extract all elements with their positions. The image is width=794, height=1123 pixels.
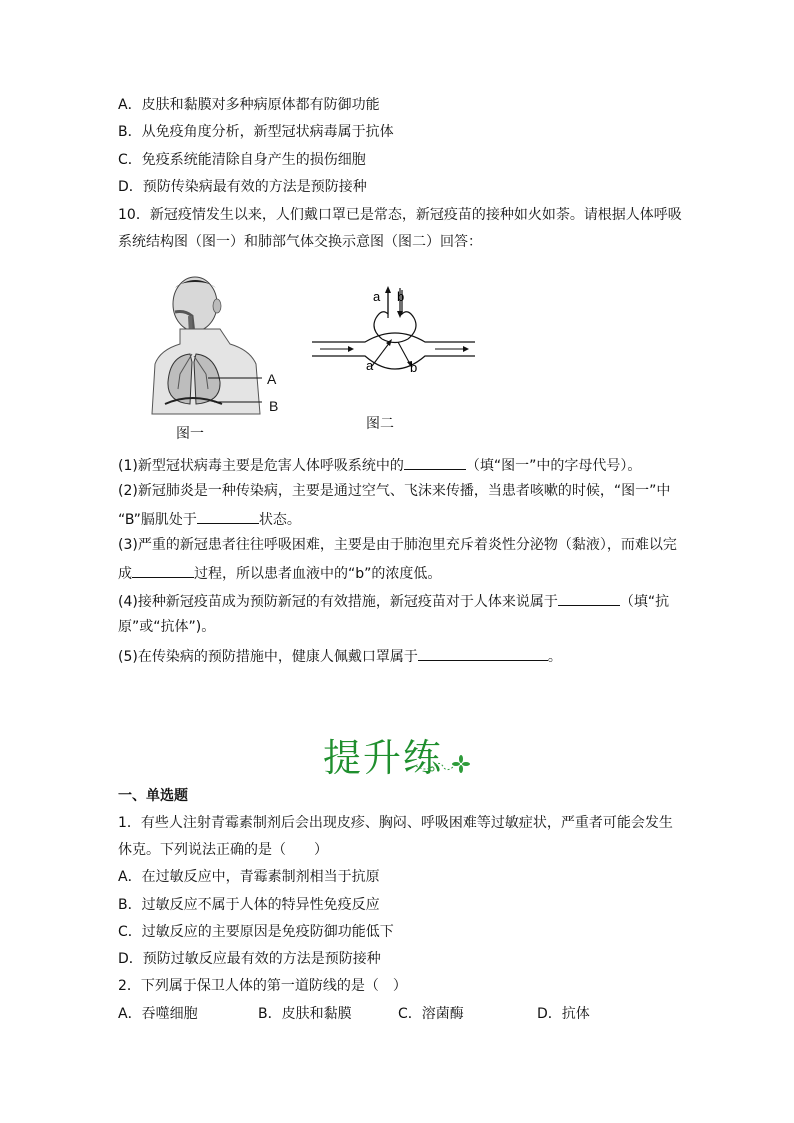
q1-option-a[interactable]: A．在过敏反应中，青霉素制剂相当于抗原 <box>118 869 380 885</box>
fig2-label-bottom-b: b <box>410 360 418 375</box>
fig2-caption: 图二 <box>366 416 394 432</box>
q2-stem: 2．下列属于保卫人体的第一道防线的是（ ） <box>118 978 407 994</box>
fig1-label-a: A <box>267 371 277 387</box>
q1-stem-line1: 1．有些人注射青霉素制剂后会出现皮疹、胸闷、呼吸困难等过敏症状，严重者可能会发生 <box>118 815 673 831</box>
q10-sub4-line2: 原”或“抗体”)。 <box>118 619 216 635</box>
q10-sub4-line1 <box>118 591 669 611</box>
section-heading: 一、单选题 <box>118 788 188 804</box>
q9-option-b: B．从免疫角度分析，新型冠状病毒属于抗体 <box>118 124 394 140</box>
q10-sub4-text: (4)接种新冠疫苗成为预防新冠的有效措施，新冠疫苗对于人体来说属于 <box>118 594 558 610</box>
q10-sub3-text: 成 <box>118 566 132 582</box>
q10-sub1-text: (1)新型冠状病毒主要是危害人体呼吸系统中的 <box>118 458 404 474</box>
q10-sub2-text: “B”膈肌处于 <box>118 512 197 528</box>
figure-gas-exchange <box>310 284 480 384</box>
q10-sub3-line2 <box>118 563 441 583</box>
q9-option-d: D．预防传染病最有效的方法是预防接种 <box>118 179 367 195</box>
q1-option-b[interactable]: B．过敏反应不属于人体的特异性免疫反应 <box>118 897 380 913</box>
q10-sub1-blank[interactable] <box>404 455 466 470</box>
q2-option-a[interactable]: A．吞噬细胞 <box>118 1006 198 1022</box>
q10-sub5 <box>118 646 562 666</box>
q10-sub5-blank[interactable] <box>418 646 548 661</box>
q9-option-c: C．免疫系统能清除自身产生的损伤细胞 <box>118 152 366 168</box>
q2-option-b[interactable]: B．皮肤和黏膜 <box>258 1006 352 1022</box>
q10-sub1-suffix: （填“图一”中的字母代号）。 <box>465 458 642 474</box>
section-title: 提升练 <box>323 736 444 780</box>
fig2-label-top-a: a <box>373 289 381 304</box>
q2-option-c[interactable]: C．溶菌酶 <box>398 1006 464 1022</box>
q10-stem-line1: 10．新冠疫情发生以来，人们戴口罩已是常态，新冠疫苗的接种如火如荼。请根据人体呼吸 <box>118 207 682 223</box>
q10-sub4-blank[interactable] <box>558 591 620 606</box>
fig2-label-top-b: b <box>397 289 405 304</box>
q10-sub2-suffix: 状态。 <box>258 512 301 528</box>
figure-respiratory-system <box>150 274 290 419</box>
q1-option-c[interactable]: C．过敏反应的主要原因是免疫防御功能低下 <box>118 924 394 940</box>
fig2-label-bottom-a: a <box>366 358 374 373</box>
q9-option-a: A．皮肤和黏膜对多种病原体都有防御功能 <box>118 97 380 113</box>
q10-sub2-line1: (2)新冠肺炎是一种传染病，主要是通过空气、飞沫来传播，当患者咳嗽的时候，“图一”中 <box>118 483 671 499</box>
vine-decoration-icon <box>414 752 472 774</box>
q10-sub2-line2 <box>118 509 301 529</box>
q10-sub3-blank[interactable] <box>132 563 194 578</box>
q1-option-d[interactable]: D．预防过敏反应最有效的方法是预防接种 <box>118 951 381 967</box>
fig1-caption: 图一 <box>176 426 204 442</box>
q2-option-d[interactable]: D．抗体 <box>537 1006 590 1022</box>
q10-sub3-suffix: 过程，所以患者血液中的“b”的浓度低。 <box>194 566 442 582</box>
q10-stem-line2: 系统结构图（图一）和肺部气体交换示意图（图二）回答： <box>118 234 482 250</box>
q10-sub5-text: (5)在传染病的预防措施中，健康人佩戴口罩属于 <box>118 649 418 665</box>
fig1-label-b: B <box>269 398 279 414</box>
q10-sub2-blank[interactable] <box>197 509 259 524</box>
q10-sub1 <box>118 455 641 475</box>
q10-sub4-suffix: （填“抗 <box>619 594 670 610</box>
q1-stem-line2: 休克。下列说法正确的是（ ） <box>118 842 328 858</box>
q10-sub5-suffix: 。 <box>547 649 562 665</box>
q10-sub3-line1: (3)严重的新冠患者往往呼吸困难，主要是由于肺泡里充斥着炎性分泌物（黏液），而难以完 <box>118 537 677 553</box>
